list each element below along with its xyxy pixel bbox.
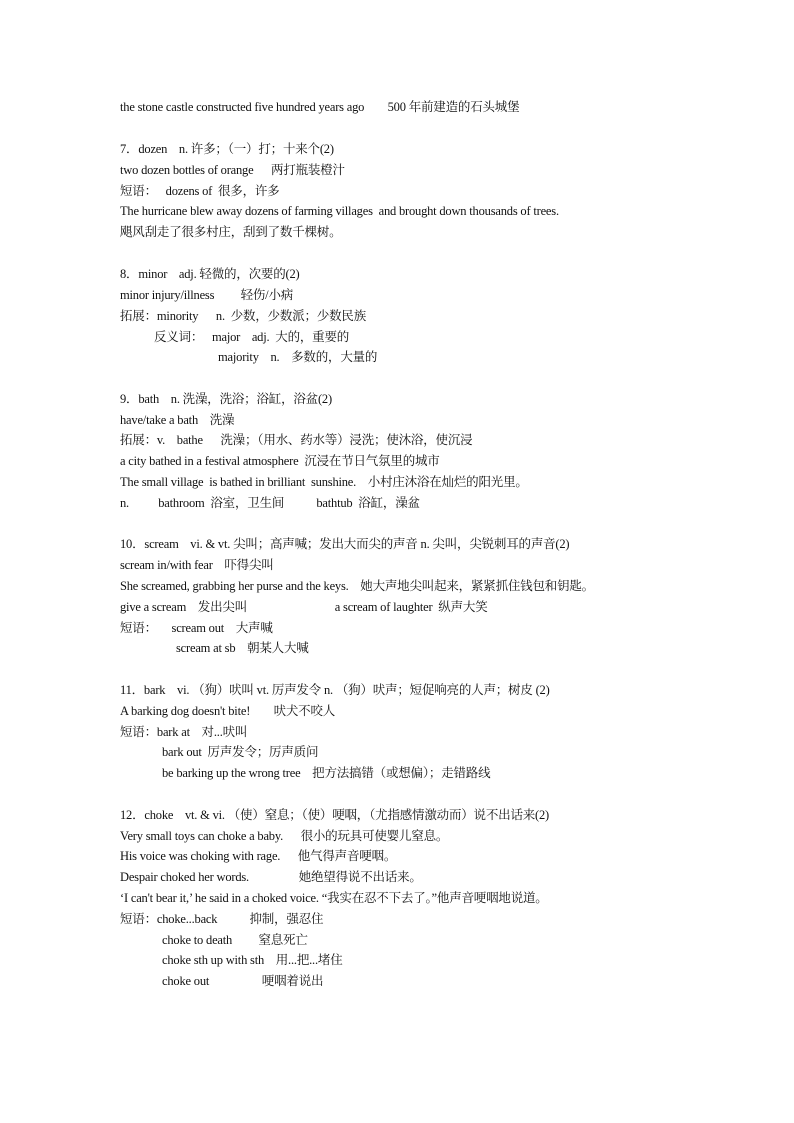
text-line: a city bathed in a festival atmosphere 沉浸在节日气氛里的城市 (120, 454, 440, 468)
entry-heading-choke: 12．choke vt. & vi. （使）窒息；（使）哽咽，（尤指感情激动而）说不出话来(2) (120, 808, 550, 822)
entry-heading-scream: 10．scream vi. & vt. 尖叫；高声喊；发出大而尖的声音 n. 尖叫，尖锐刺耳的声音(2) (120, 537, 570, 551)
text-line: minor injury/illness 轻伤/小病 (120, 288, 294, 302)
text-line: Despair choked her words. 她绝望得说不出话来。 (120, 870, 422, 884)
text-line: She screamed, grabbing her purse and the keys. 她大声地尖叫起来，紧紧抓住钱包和钥匙。 (120, 579, 594, 593)
text-line: 短语： scream out 大声喊 (120, 621, 273, 635)
text-line: be barking up the wrong tree 把方法搞错（或想偏）；走错路线 (162, 766, 491, 780)
text-line: A barking dog doesn't bite! 吠犬不咬人 (120, 704, 336, 718)
text-line: the stone castle constructed five hundred years ago 500 年前建造的石头城堡 (120, 100, 520, 114)
text-line: 飓风刮走了很多村庄，刮到了数千棵树。 (120, 225, 342, 239)
text-line: 反义词： major adj. 大的，重要的 (154, 330, 350, 344)
text-line: 短语： dozens of 很多，许多 (120, 184, 280, 198)
text-line: choke to death 窒息死亡 (162, 933, 308, 947)
text-line: n. bathroom 浴室，卫生间 bathtub 浴缸，澡盆 (120, 496, 420, 510)
text-line: have/take a bath 洗澡 (120, 413, 235, 427)
text-line: The small village is bathed in brilliant sunshine. 小村庄沐浴在灿烂的阳光里。 (120, 475, 528, 489)
text-line: choke sth up with sth 用...把...堵住 (162, 953, 343, 967)
text-line: give a scream 发出尖叫 a scream of laughter 纵声大笑 (120, 600, 488, 614)
text-line: two dozen bottles of orange 两打瓶装橙汁 (120, 163, 345, 177)
text-line: 拓展：minority n. 少数，少数派；少数民族 (120, 309, 367, 323)
text-line: ‘I can't bear it,’ he said in a choked voice. “我实在忍不下去了。”他声音哽咽地说道。 (120, 891, 548, 905)
text-line: 短语：bark at 对...吠叫 (120, 725, 248, 739)
text-line: The hurricane blew away dozens of farming villages and brought down thousands of trees. (120, 204, 559, 218)
entry-heading-bath: 9．bath n. 洗澡，洗浴；浴缸，浴盆(2) (120, 392, 332, 406)
entry-heading-bark: 11．bark vi. （狗）吠叫 vt. 厉声发令 n. （狗）吠声；短促响亮的人声；树皮 (2) (120, 683, 550, 697)
text-line: Very small toys can choke a baby. 很小的玩具可使婴儿窒息。 (120, 829, 449, 843)
text-line: His voice was choking with rage. 他气得声音哽咽。 (120, 849, 397, 863)
text-line: 拓展：v. bathe 洗澡；（用水、药水等）浸洗；使沐浴，使沉浸 (120, 433, 473, 447)
text-line: bark out 厉声发令；厉声质问 (162, 745, 319, 759)
text-line: scream at sb 朝某人大喊 (176, 641, 309, 655)
entry-heading-dozen: 7．dozen n. 许多；（一）打；十来个(2) (120, 142, 334, 156)
text-line: scream in/with fear 吓得尖叫 (120, 558, 274, 572)
entry-heading-minor: 8．minor adj. 轻微的，次要的(2) (120, 267, 300, 281)
text-line: 短语：choke...back 抑制，强忍住 (120, 912, 324, 926)
text-line: majority n. 多数的，大量的 (218, 350, 378, 364)
text-line: choke out 哽咽着说出 (162, 974, 324, 988)
